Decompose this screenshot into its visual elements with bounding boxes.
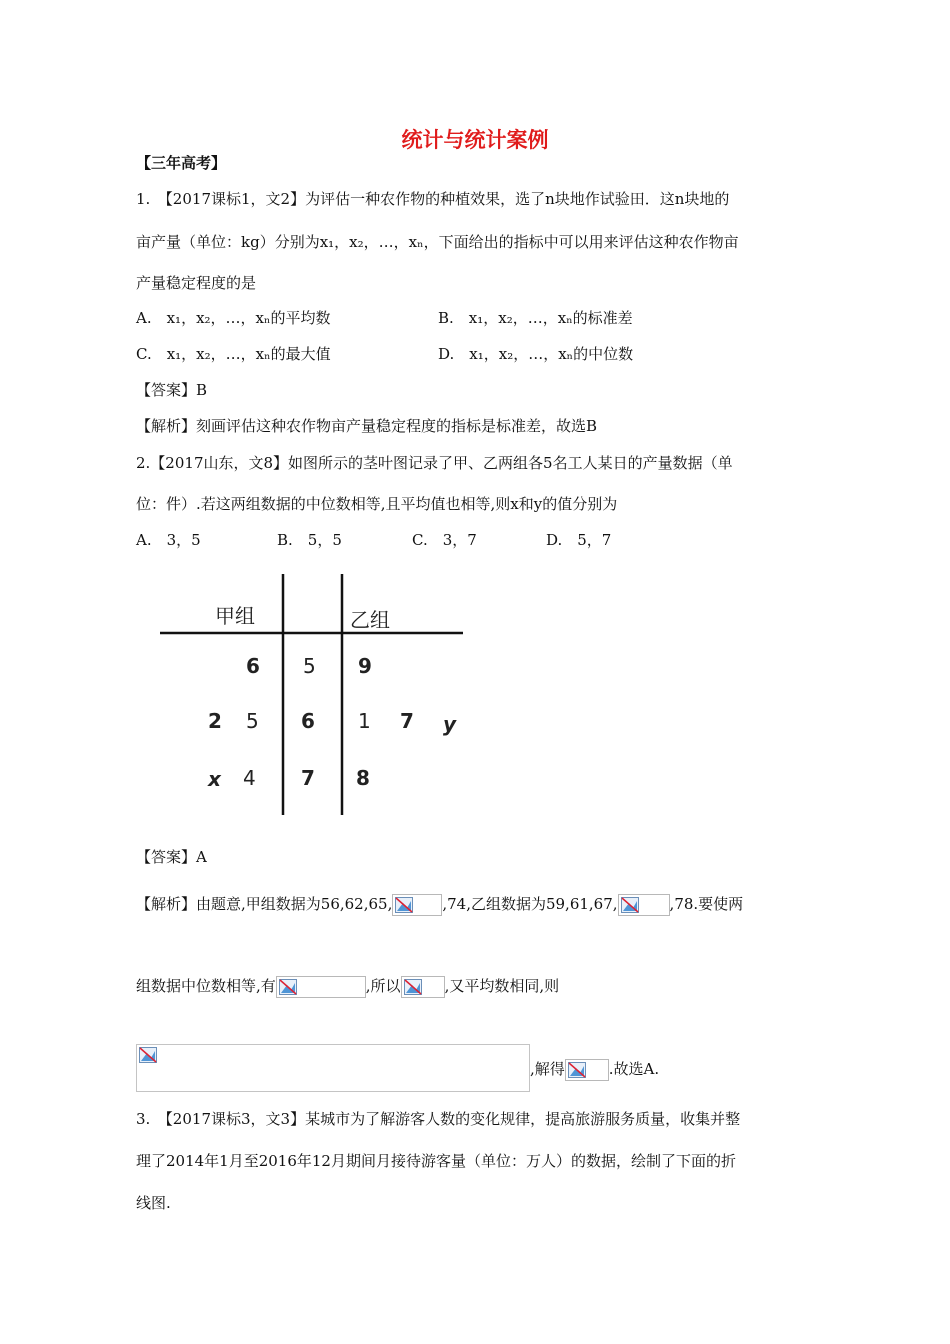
broken-image-icon: [568, 1062, 586, 1078]
analysis-text: 【解析】由题意,甲组数据为56,62,65,: [136, 895, 393, 913]
analysis-text: ,所以: [365, 977, 401, 995]
leaf-left: 5: [246, 709, 259, 733]
q3-line3: 线图.: [136, 1194, 171, 1212]
left-group-header: 甲组: [215, 604, 255, 628]
q2-option-c: C. 3，7: [412, 531, 477, 549]
analysis-text: ,74,乙组数据为59,61,67,: [442, 895, 618, 913]
stem-value: 6: [301, 709, 315, 733]
broken-image-icon: [395, 897, 413, 913]
broken-formula-image: [392, 894, 442, 916]
leaf-right-variable: y: [443, 712, 457, 736]
q2-analysis-line3: [530, 1057, 659, 1081]
page-title: 统计与统计案例: [401, 128, 549, 152]
leaf-left: 4: [243, 766, 256, 790]
q2-option-b: B. 5，5: [277, 531, 342, 549]
q3-line2: 理了2014年1月至2016年12月期间月接待游客量（单位：万人）的数据，绘制了下面的折: [136, 1152, 736, 1170]
stem-leaf-plot: [150, 570, 480, 820]
analysis-text: ,解得: [530, 1060, 565, 1078]
q1-answer: 【答案】B: [136, 381, 208, 399]
leaf-left-variable: x: [208, 767, 221, 791]
q1-option-d: D. x₁，x₂，…，xₙ的中位数: [438, 345, 634, 363]
broken-image-icon: [139, 1047, 157, 1063]
q2-analysis-line1: [136, 892, 743, 916]
q1-option-a: A. x₁，x₂，…，xₙ的平均数: [136, 309, 331, 327]
broken-formula-image: [401, 976, 445, 998]
analysis-text: 组数据中位数相等,有: [136, 977, 276, 995]
q2-option-d: D. 5，7: [546, 531, 612, 549]
q1-option-b: B. x₁，x₂，…，xₙ的标准差: [438, 309, 633, 327]
section-heading: 【三年高考】: [136, 154, 227, 172]
broken-formula-image-large: [136, 1044, 530, 1092]
q1-line3: 产量稳定程度的是: [136, 274, 257, 292]
broken-formula-image: [565, 1059, 609, 1081]
q2-option-a: A. 3，5: [136, 531, 201, 549]
leaf-left: 6: [246, 654, 260, 678]
broken-image-icon: [404, 979, 422, 995]
q2-line2: 位：件）.若这两组数据的中位数相等,且平均值也相等,则x和y的值分别为: [136, 495, 618, 513]
broken-formula-image: [276, 976, 366, 998]
q2-analysis-line2: [136, 974, 559, 998]
right-group-header: 乙组: [350, 608, 390, 632]
analysis-text: .故选A.: [608, 1060, 660, 1078]
broken-image-icon: [621, 897, 639, 913]
leaf-right: 7: [400, 709, 414, 733]
leaf-left: 2: [208, 709, 222, 733]
stem-value: 7: [301, 766, 315, 790]
q2-line1: 2.【2017山东，文8】如图所示的茎叶图记录了甲、乙两组各5名工人某日的产量数据（单: [136, 454, 733, 472]
analysis-text: ,又平均数相同,则: [444, 977, 560, 995]
q3-line1: 3. 【2017课标3，文3】某城市为了解游客人数的变化规律，提高旅游服务质量，收集并整: [136, 1110, 741, 1128]
analysis-text: ,78.要使两: [669, 895, 744, 913]
q1-analysis: 【解析】刻画评估这种农作物亩产量稳定程度的指标是标准差，故选B: [136, 417, 598, 435]
leaf-right: 1: [358, 709, 371, 733]
leaf-right: 9: [358, 654, 372, 678]
broken-image-icon: [279, 979, 297, 995]
q1-line2: 亩产量（单位：kg）分别为x₁，x₂，…，xₙ，下面给出的指标中可以用来评估这种农作物亩: [136, 233, 739, 251]
q2-answer: 【答案】A: [136, 848, 207, 866]
leaf-right: 8: [356, 766, 370, 790]
q1-option-c: C. x₁，x₂，…，xₙ的最大值: [136, 345, 331, 363]
stem-leaf-lines: [150, 570, 480, 820]
broken-formula-image: [618, 894, 670, 916]
stem-value: 5: [303, 654, 316, 678]
q1-line1: 1. 【2017课标1，文2】为评估一种农作物的种植效果，选了n块地作试验田．这n块地的: [136, 190, 730, 208]
